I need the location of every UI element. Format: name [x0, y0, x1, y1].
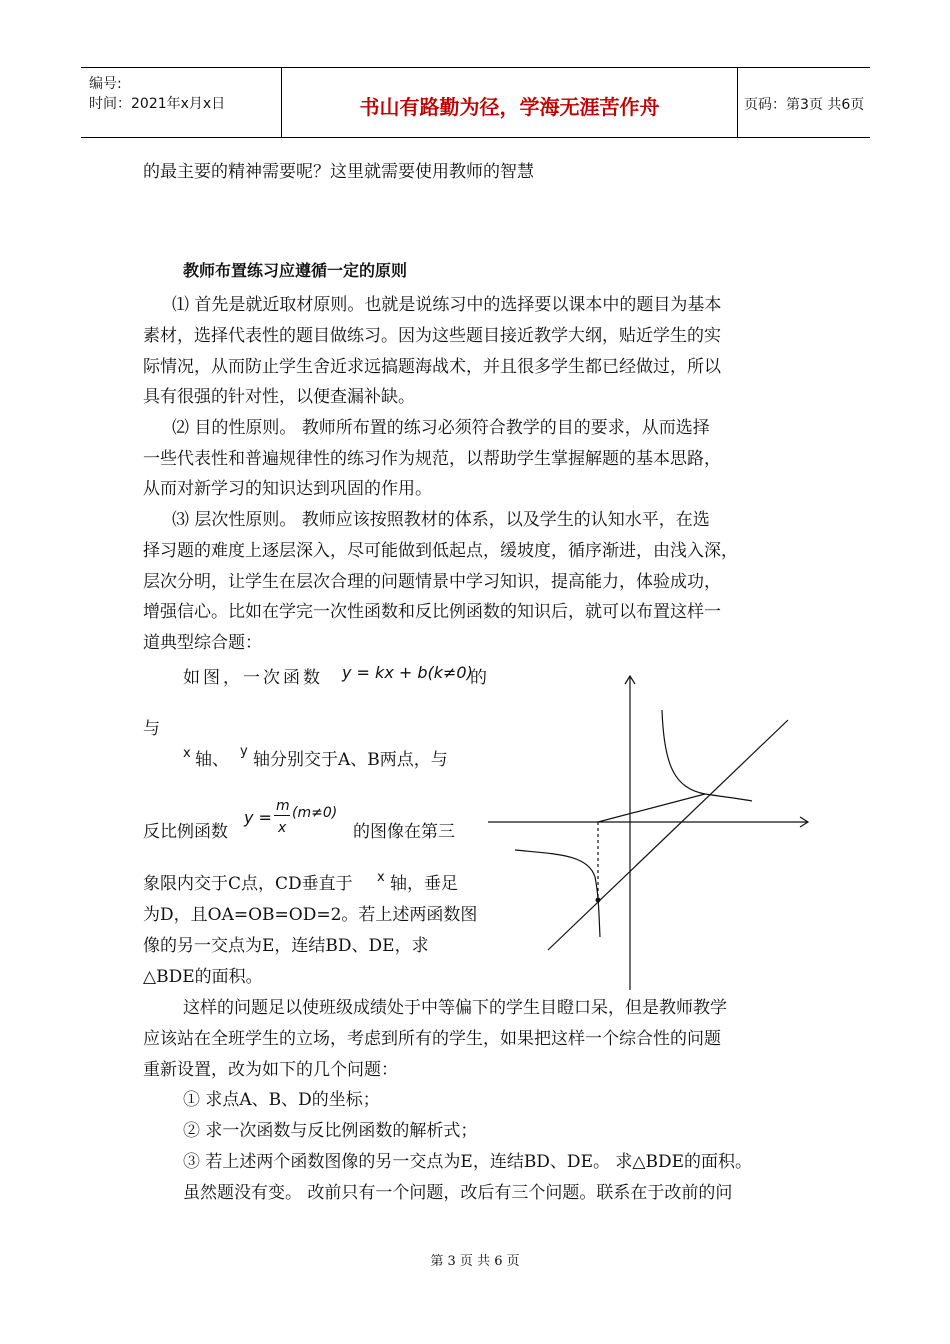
formula-inverse-denominator: x	[278, 820, 287, 836]
question-2: ② 求一次函数与反比例函数的解析式；	[183, 1121, 478, 1141]
p4-line: 应该站在全班学生的立场，考虑到所有的学生，如果把这样一个综合性的问题	[143, 1029, 721, 1049]
p3-line: 增强信心。比如在学完一次性函数和反比例函数的知识后，就可以布置这样一	[143, 602, 721, 622]
point-c	[596, 898, 601, 903]
p1-line: 素材，选择代表性的题目做练习。因为这些题目接近教学大纲，贴近学生的实	[143, 326, 721, 346]
problem-line-5a: 象限内交于C点，CD垂直于	[143, 874, 353, 894]
function-graph	[480, 672, 810, 992]
formula-inverse-y: y =	[244, 808, 272, 827]
question-1: ① 求点A、B、D的坐标；	[183, 1090, 380, 1110]
problem-line-2: 与	[143, 719, 160, 739]
problem-line-4a: 反比例函数	[143, 822, 228, 842]
segment-de	[598, 794, 705, 822]
problem-line-3b: 轴分别交于A、B两点，与	[253, 750, 448, 770]
page-number-label: 页码：第3页 共6页	[744, 97, 865, 113]
formula-inverse-numerator: m	[276, 798, 290, 814]
formula-inverse-condition: (m≠0)	[292, 805, 338, 821]
p3-line: ⑶ 层次性原则。 教师应该按照教材的体系，以及学生的认知水平，在选	[172, 510, 710, 530]
p2-line: ⑵ 目的性原则。 教师所布置的练习必须符合教学的目的要求，从而选择	[172, 418, 710, 438]
hyperbola-branch-q3	[515, 850, 600, 937]
p1-line: 具有很强的针对性，以便查漏补缺。	[143, 387, 415, 407]
linear-function-line	[548, 720, 788, 950]
header-right-cell	[738, 68, 870, 137]
p5-line: 虽然题没有变。 改前只有一个问题，改后有三个问题。联系在于改前的问	[183, 1183, 733, 1203]
p2-line: 一些代表性和普遍规律性的练习作为规范，以帮助学生掌握解题的基本思路，	[143, 449, 721, 469]
problem-line-5b: 轴，垂足	[390, 874, 458, 894]
fraction-bar	[274, 815, 290, 816]
section-heading: 教师布置练习应遵循一定的原则	[183, 261, 408, 280]
var-y: y	[240, 744, 248, 759]
p2-line: 从而对新学习的知识达到巩固的作用。	[143, 479, 432, 499]
page-footer: 第 3 页 共 6 页	[430, 1254, 520, 1269]
formula-linear: y = kx + b(k≠0)	[342, 663, 473, 682]
problem-line-4b: 的图像在第三	[353, 822, 455, 842]
hyperbola-branch-q1	[662, 710, 752, 801]
p4-line: 重新设置，改为如下的几个问题：	[143, 1060, 398, 1080]
header-motto: 书山有路勤为径，学海无涯苦作舟	[359, 95, 660, 119]
page-header	[81, 67, 870, 138]
problem-line-8: △BDE的面积。	[143, 967, 263, 987]
problem-line-7: 像的另一交点为E，连结BD、DE，求	[143, 936, 429, 956]
intro-line: 的最主要的精神需要呢？这里就需要使用教师的智慧	[143, 162, 534, 182]
doc-number-label: 编号:	[89, 76, 122, 92]
question-3: ③ 若上述两个函数图像的另一交点为E，连结BD、DE。 求△BDE的面积。	[183, 1152, 752, 1172]
problem-line-1-end: 的	[470, 668, 487, 688]
p3-line: 层次分明，让学生在层次合理的问题情景中学习知识，提高能力，体验成功，	[143, 572, 721, 592]
problem-line-1: 如图，一次函数	[183, 668, 323, 688]
problem-line-6: 为D，且OA=OB=OD=2。若上述两函数图	[143, 905, 478, 925]
p3-line: 择习题的难度上逐层深入，尽可能做到低起点，缓坡度，循序渐进，由浅入深，	[143, 541, 738, 561]
var-x: x	[183, 746, 191, 761]
var-x: x	[377, 870, 385, 885]
p1-line: 际情况，从而防止学生舍近求远搞题海战术，并且很多学生都已经做过，所以	[143, 357, 721, 377]
header-left-cell	[81, 68, 281, 137]
doc-time-label: 时间：2021年x月x日	[89, 96, 226, 112]
p4-line: 这样的问题足以使班级成绩处于中等偏下的学生目瞪口呆，但是教师教学	[183, 998, 727, 1018]
header-motto-cell	[281, 68, 738, 137]
p1-line: ⑴ 首先是就近取材原则。也就是说练习中的选择要以课本中的题目为基本	[172, 295, 722, 315]
p3-line: 道典型综合题：	[143, 633, 262, 653]
problem-line-3a: 轴、	[195, 750, 229, 770]
